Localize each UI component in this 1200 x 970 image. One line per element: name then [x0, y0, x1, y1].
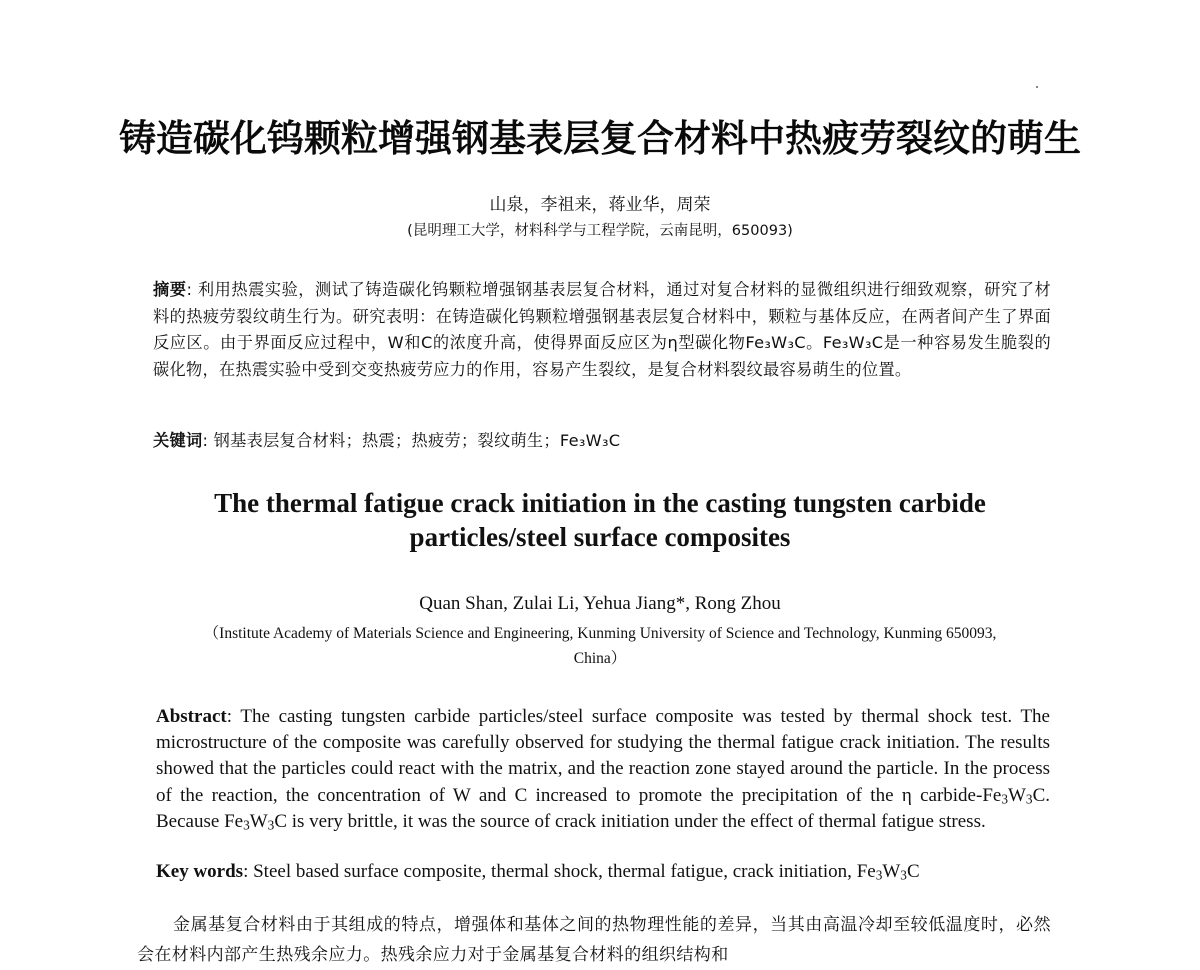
english-abstract-text-1: : The casting tungsten carbide particles/steel surface composite was tested by thermal shock test. The microstructure of the composite was carefully observed for studying the thermal fatigue crack initiation. The results showed that the particles could react with the matrix, and the reaction zone stayed around the particle. In the process of the reaction, the concentration of W and C increased to promote the precipitation of the η carbide-: [156, 706, 1050, 806]
english-abstract: [156, 704, 1050, 835]
scan-dot: [1036, 86, 1038, 88]
chinese-keywords-text: : 钢基表层复合材料；热震；热疲劳；裂纹萌生；Fe₃W₃C: [202, 431, 621, 450]
english-keywords-label: Key words: [156, 861, 244, 882]
chinese-abstract: [153, 277, 1051, 383]
chinese-authors: 山泉，李祖来，蒋业华，周荣: [489, 195, 711, 215]
chinese-abstract-text: : 利用热震实验，测试了铸造碳化钨颗粒增强钢基表层复合材料，通过对复合材料的显微组织进行细致观察，研究了材料的热疲劳裂纹萌生行为。研究表明：在铸造碳化钨颗粒增强钢基表层复合材料中，颗粒与基体反应，在两者间产生了界面反应区。由于界面反应过程中，W和C的浓度升高，使得界面反应区为η型碳化物Fe₃W₃C。Fe₃W₃C是一种容易发生脆裂的碳化物，在热震实验中受到交变热疲劳应力的作用，容易产生裂纹，是复合材料裂纹最容易萌生的位置。: [153, 280, 1051, 379]
english-abstract-label: Abstract: [156, 706, 227, 727]
english-affiliation: （Institute Academy of Materials Science and Engineering, Kunming University of Science and Technology, Kunming 650093, China）: [203, 625, 997, 667]
chemical-formula: $Fe_3W_3C$: [224, 810, 287, 833]
english-authors: Quan Shan, Zulai Li, Yehua Jiang*, Rong Zhou: [419, 593, 781, 614]
chemical-formula: $Fe_3W_3C$: [982, 784, 1046, 807]
chinese-title: 铸造碳化钨颗粒增强钢基表层复合材料中热疲劳裂纹的萌生: [119, 117, 1081, 160]
chinese-body-paragraph: 金属基复合材料由于其组成的特点，增强体和基体之间的热物理性能的差异，当其由高温冷却至较低温度时，必然会在材料内部产生热残余应力。热残余应力对于金属基复合材料的组织结构和: [137, 915, 1051, 965]
chinese-abstract-label: 摘要: [153, 280, 187, 299]
chemical-formula: $Fe_3W_3C$: [856, 861, 920, 883]
english-abstract-text-3: is very brittle, it was the source of crack initiation under the effect of thermal fatigue stress.: [287, 810, 986, 832]
english-keywords: [156, 859, 1050, 885]
chinese-affiliation: (昆明理工大学，材料科学与工程学院，云南昆明，650093): [407, 223, 793, 239]
english-keywords-text: : Steel based surface composite, thermal shock, thermal fatigue, crack initiation,: [243, 861, 857, 882]
english-title: The thermal fatigue crack initiation in the casting tungsten carbide particles/steel surface composites: [214, 488, 986, 552]
english-abstract-text-2: . Because: [156, 784, 1050, 832]
chinese-keywords: [153, 428, 1051, 454]
chinese-keywords-label: 关键词: [153, 431, 203, 450]
